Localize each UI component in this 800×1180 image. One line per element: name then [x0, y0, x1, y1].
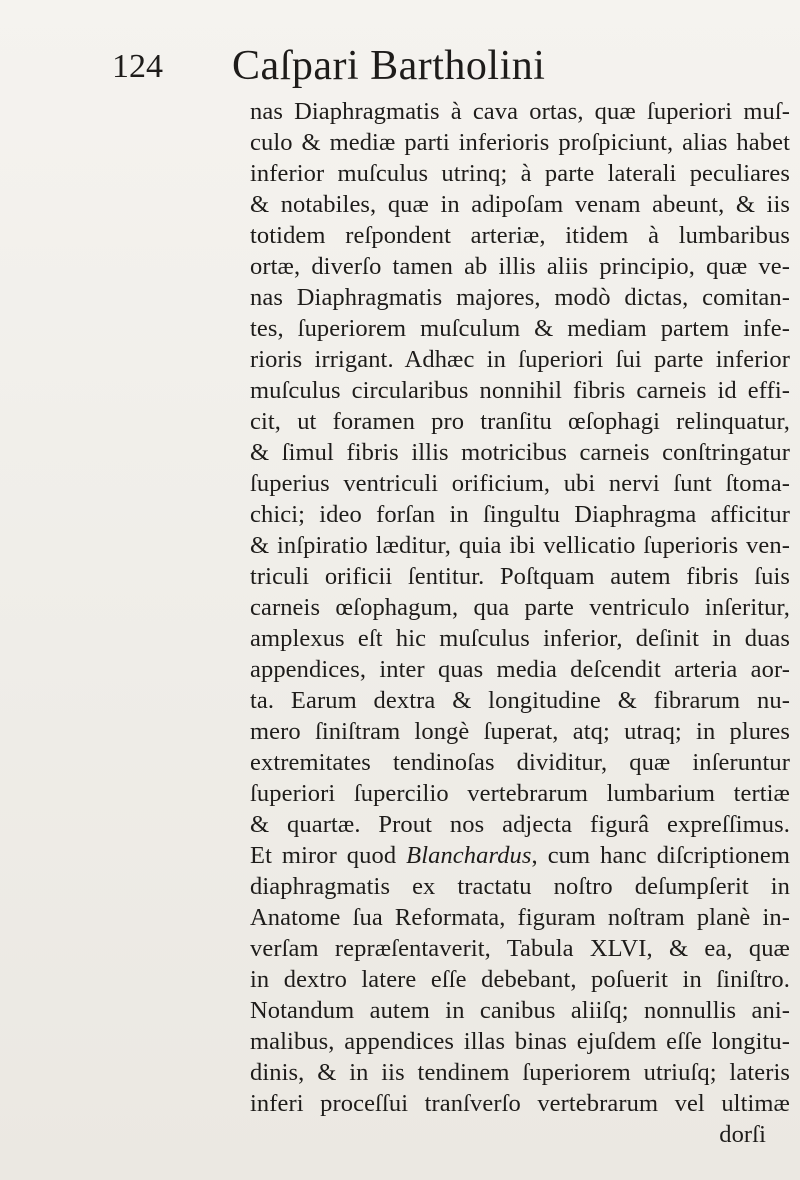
- text-line: culo & mediæ parti inferioris proſpiciunt, alias habet: [250, 129, 790, 156]
- text-line: verſam repræſentaverit, Tabula XLVI, & ea, quæ: [250, 935, 790, 962]
- text-line: Notandum autem in canibus aliiſq; nonnullis ani-: [250, 997, 790, 1024]
- text-line: nas Diaphragmatis majores, modò dictas, comitan-: [250, 284, 790, 311]
- text-line: Anatome ſua Reformata, figuram noſtram planè in-: [250, 904, 790, 931]
- text-line: ortæ, diverſo tamen ab illis aliis principio, quæ ve-: [250, 253, 790, 280]
- text-line: malibus, appendices illas binas ejuſdem eſſe longitu-: [250, 1028, 790, 1055]
- text-line: cit, ut foramen pro tranſitu œſophagi relinquatur,: [250, 408, 790, 435]
- running-head: Caſpari Bartholini: [232, 43, 546, 89]
- text-line: amplexus eſt hic muſculus inferior, deſinit in duas: [250, 625, 790, 652]
- text-line: & inſpiratio læditur, quia ibi vellicatio ſuperioris ven-: [250, 532, 790, 559]
- text-line: dinis, & in iis tendinem ſuperiorem utriuſq; lateris: [250, 1059, 790, 1086]
- text-line: appendices, inter quas media deſcendit arteria aor-: [250, 656, 790, 683]
- text-line: triculi orificii ſentitur. Poſtquam autem fibris ſuis: [250, 563, 790, 590]
- text-line: rioris irrigant. Adhæc in ſuperiori ſui parte inferior: [250, 346, 790, 373]
- text-line: in dextro latere eſſe debebant, poſuerit in ſiniſtro.: [250, 966, 790, 993]
- text-line: ſuperius ventriculi orificium, ubi nervi ſunt ſtoma-: [250, 470, 790, 497]
- text-line: chici; ideo forſan in ſingultu Diaphragma afficitur: [250, 501, 790, 528]
- catchword: dorſi: [719, 1121, 766, 1148]
- text-line: carneis œſophagum, qua parte ventriculo inſeritur,: [250, 594, 790, 621]
- body-text: [250, 96, 790, 1150]
- italic-name: Blanchardus: [406, 842, 532, 869]
- text-line: ta. Earum dextra & longitudine & fibrarum nu-: [250, 687, 790, 714]
- text-line: & quartæ. Prout nos adjecta figurâ expreſſimus.: [250, 811, 790, 838]
- page-header: [0, 40, 800, 96]
- text-line: nas Diaphragmatis à cava ortas, quæ ſuperiori muſ-: [250, 98, 790, 125]
- text-line: extremitates tendinoſas dividitur, quæ inſeruntur: [250, 749, 790, 776]
- text-line: mero ſiniſtram longè ſuperat, atq; utraq; in plures: [250, 718, 790, 745]
- text-line: Et miror quod Blanchardus, cum hanc diſcriptionem: [250, 842, 791, 869]
- text-line: totidem reſpondent arteriæ, itidem à lumbaribus: [250, 222, 790, 249]
- text-line: tes, ſuperiorem muſculum & mediam partem infe-: [250, 315, 790, 342]
- text-line: diaphragmatis ex tractatu noſtro deſumpſerit in: [250, 873, 790, 900]
- text-line: ſuperiori ſupercilio vertebrarum lumbarium tertiæ: [250, 780, 790, 807]
- text-line: & ſimul fibris illis motricibus carneis conſtringatur: [250, 439, 790, 466]
- text-line: muſculus circularibus nonnihil fibris carneis id effi-: [250, 377, 790, 404]
- text-line: inferi proceſſui tranſverſo vertebrarum vel ultimæ: [250, 1090, 790, 1117]
- text-line: & notabiles, quæ in adipoſam venam abeunt, & iis: [250, 191, 790, 218]
- text-line: inferior muſculus utrinq; à parte laterali peculiares: [250, 160, 790, 187]
- page-number: 124: [112, 48, 163, 85]
